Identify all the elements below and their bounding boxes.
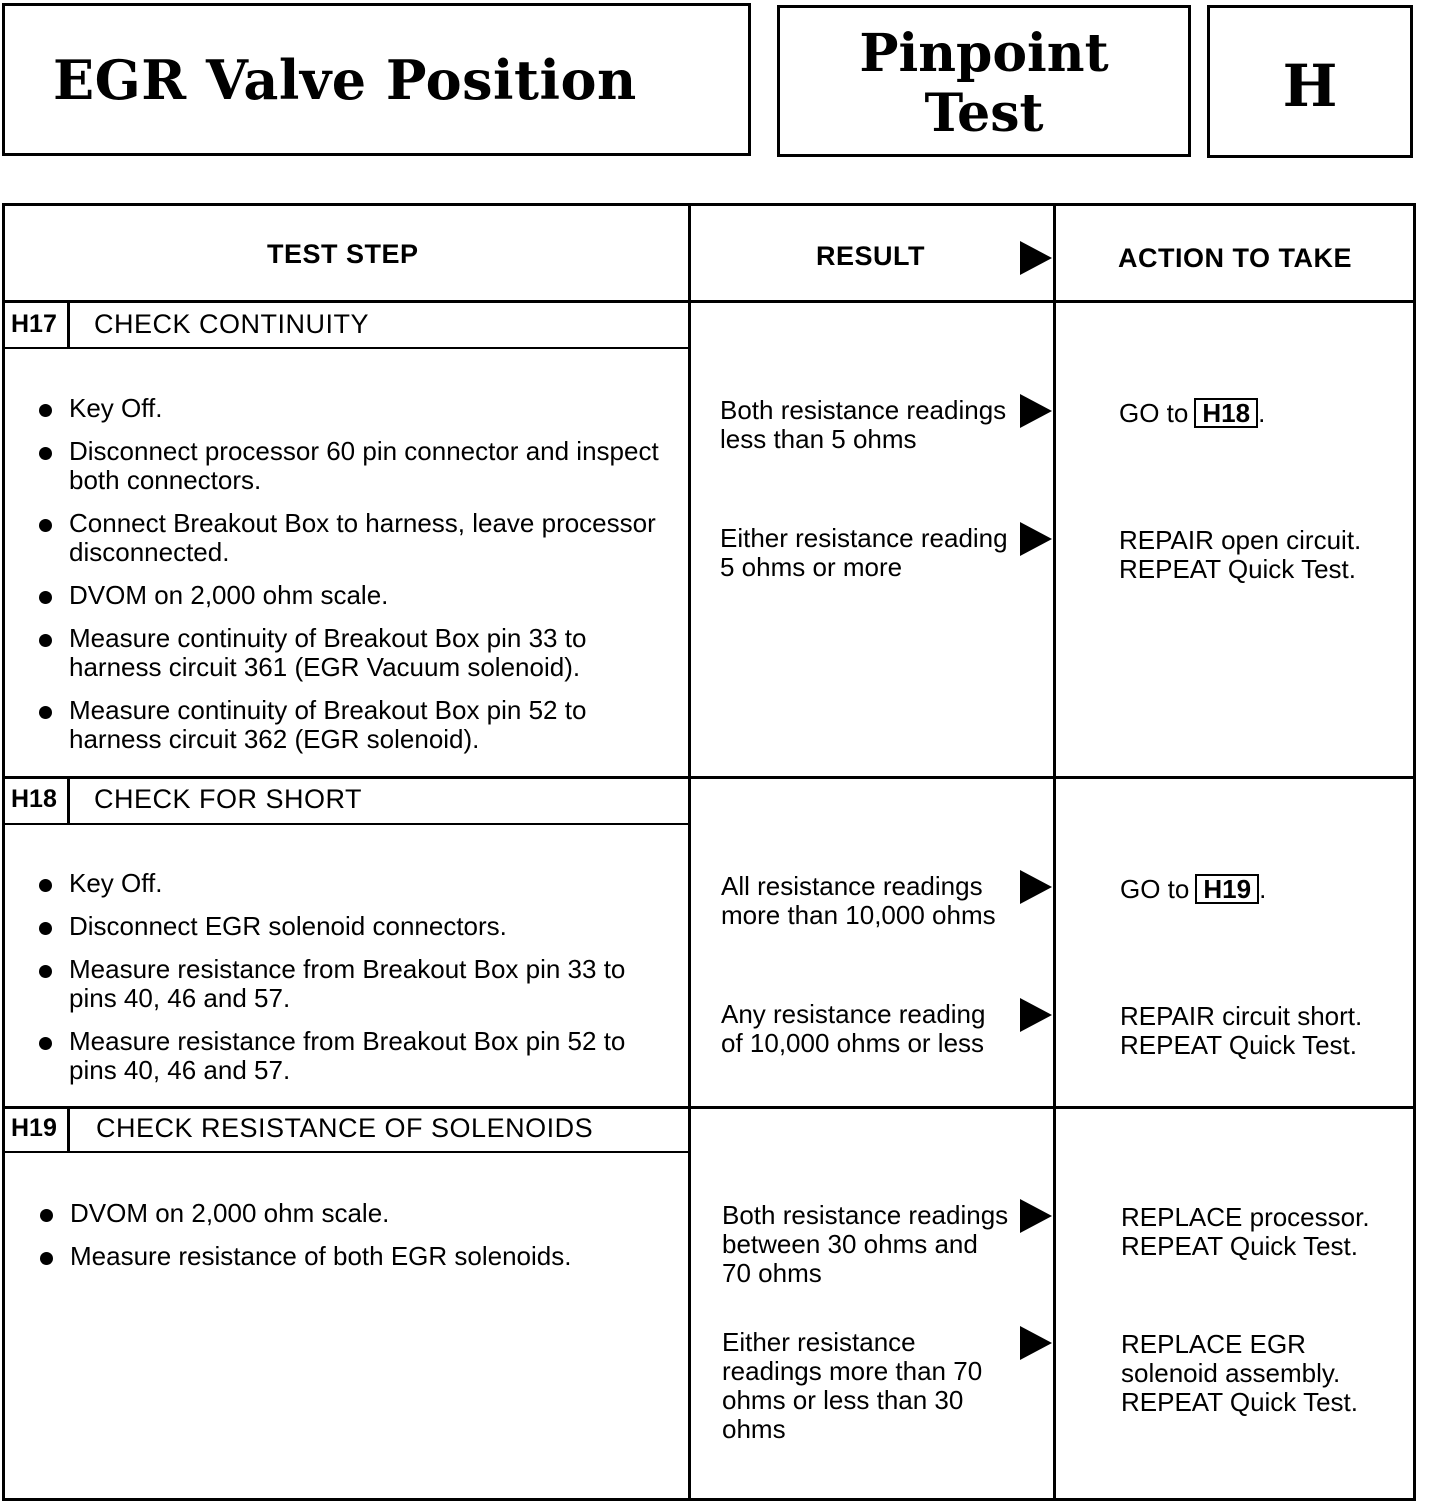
row-divider bbox=[5, 776, 1413, 779]
header-test-step: TEST STEP bbox=[267, 239, 419, 269]
result-text: Either resistance reading 5 ohms or more bbox=[720, 523, 1008, 582]
pinpoint-test-label bbox=[780, 24, 1188, 144]
arrow-icon bbox=[1020, 394, 1052, 428]
bullet-item: Key Off. bbox=[39, 394, 679, 423]
arrow-icon bbox=[1020, 998, 1052, 1032]
row-divider bbox=[5, 1106, 1413, 1109]
action-line: REPAIR circuit short. bbox=[1120, 1001, 1363, 1031]
pinpoint-table bbox=[2, 203, 1416, 1501]
step-title: CHECK FOR SHORT bbox=[94, 784, 363, 814]
step-bullets bbox=[39, 394, 679, 768]
bullet-item: Disconnect EGR solenoid connectors. bbox=[39, 912, 679, 941]
step-title: CHECK RESISTANCE OF SOLENOIDS bbox=[96, 1113, 594, 1143]
bullet-item: Measure continuity of Breakout Box pin 33 to harness circuit 361 (EGR Vacuum solenoid). bbox=[39, 624, 679, 682]
action-go-to: GO to bbox=[1119, 398, 1189, 428]
action-text bbox=[1121, 1330, 1386, 1417]
bullet-item: Measure continuity of Breakout Box pin 52 to harness circuit 362 (EGR solenoid). bbox=[39, 696, 679, 754]
action-line: REPLACE EGR solenoid assembly. bbox=[1121, 1329, 1341, 1388]
action-line: REPLACE processor. bbox=[1121, 1202, 1370, 1232]
bullet-item: DVOM on 2,000 ohm scale. bbox=[40, 1199, 680, 1228]
bullet-item: Measure resistance from Breakout Box pin 33 to pins 40, 46 and 57. bbox=[39, 955, 679, 1013]
result-text: Both resistance readings less than 5 ohms bbox=[720, 395, 1007, 454]
action-text bbox=[1121, 1203, 1416, 1261]
action-text bbox=[1120, 874, 1410, 904]
result-text: All resistance readings more than 10,000 ohms bbox=[721, 871, 996, 930]
step-title-divider bbox=[5, 823, 689, 825]
action-line: REPAIR open circuit. bbox=[1119, 525, 1362, 555]
step-ref-box: H19 bbox=[1195, 874, 1259, 904]
page-title: EGR Valve Position bbox=[53, 48, 637, 112]
step-id: H18 bbox=[11, 785, 57, 813]
test-letter-box bbox=[1207, 5, 1413, 158]
action-text bbox=[1119, 526, 1414, 584]
step-id-separator bbox=[67, 1109, 70, 1151]
step-bullets bbox=[40, 1199, 680, 1285]
header-action: ACTION TO TAKE bbox=[1118, 243, 1352, 273]
action-line: REPEAT Quick Test. bbox=[1121, 1387, 1358, 1417]
bullet-item: Measure resistance from Breakout Box pin 52 to pins 40, 46 and 57. bbox=[39, 1027, 679, 1085]
bullet-item: DVOM on 2,000 ohm scale. bbox=[39, 581, 679, 610]
step-id: H17 bbox=[11, 310, 57, 338]
title-box bbox=[2, 3, 751, 156]
pinpoint-line-2: Test bbox=[924, 83, 1044, 144]
bullet-item: Connect Breakout Box to harness, leave processor disconnected. bbox=[39, 509, 679, 567]
column-divider bbox=[1053, 206, 1056, 1498]
bullet-item: Measure resistance of both EGR solenoids. bbox=[40, 1242, 680, 1271]
bullet-item: Key Off. bbox=[39, 869, 679, 898]
action-line: REPEAT Quick Test. bbox=[1119, 554, 1356, 584]
arrow-icon bbox=[1020, 522, 1052, 556]
test-letter: H bbox=[1282, 52, 1338, 120]
arrow-icon bbox=[1020, 241, 1052, 275]
arrow-icon bbox=[1020, 1326, 1052, 1360]
step-title: CHECK CONTINUITY bbox=[94, 309, 370, 339]
action-text bbox=[1119, 398, 1409, 428]
result-text: Either resistance readings more than 70 ohms or less than 30 ohms bbox=[722, 1327, 983, 1444]
step-ref-box: H18 bbox=[1194, 398, 1258, 428]
result-text: Both resistance readings between 30 ohms and 70 ohms bbox=[722, 1200, 1009, 1288]
step-title-divider bbox=[5, 1151, 689, 1153]
step-bullets bbox=[39, 869, 679, 1099]
result-text: Any resistance reading of 10,000 ohms or less bbox=[721, 999, 986, 1058]
column-divider bbox=[688, 206, 691, 1498]
action-period: . bbox=[1258, 398, 1266, 428]
step-title-divider bbox=[5, 347, 689, 349]
action-period: . bbox=[1259, 874, 1267, 904]
bullet-item: Disconnect processor 60 pin connector and inspect both connectors. bbox=[39, 437, 679, 495]
arrow-icon bbox=[1020, 870, 1052, 904]
arrow-icon bbox=[1020, 1199, 1052, 1233]
action-line: REPEAT Quick Test. bbox=[1121, 1231, 1358, 1261]
row-divider bbox=[5, 300, 1413, 303]
step-id: H19 bbox=[11, 1114, 57, 1142]
pinpoint-line-1: Pinpoint bbox=[859, 23, 1109, 84]
step-id-separator bbox=[67, 303, 70, 347]
action-line: REPEAT Quick Test. bbox=[1120, 1030, 1357, 1060]
action-go-to: GO to bbox=[1120, 874, 1190, 904]
header-result: RESULT bbox=[816, 241, 925, 271]
action-text bbox=[1120, 1002, 1415, 1060]
pinpoint-test-box bbox=[777, 5, 1191, 157]
step-id-separator bbox=[67, 779, 70, 823]
